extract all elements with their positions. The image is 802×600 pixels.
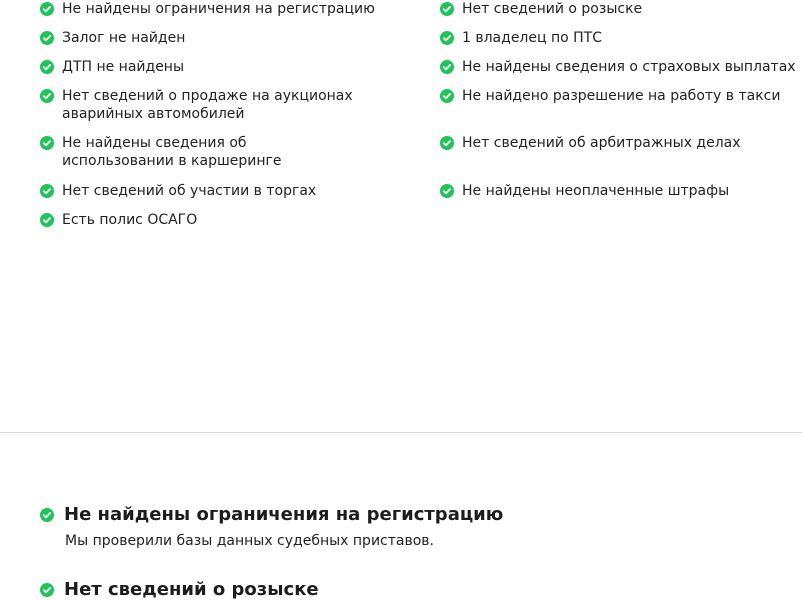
check-circle-icon <box>440 136 454 150</box>
check-circle-icon <box>40 213 54 227</box>
summary-item-insurance-payouts <box>440 58 802 80</box>
check-circle-icon <box>40 60 54 74</box>
summary-item-carsharing <box>40 134 440 175</box>
summary-item-label: Нет сведений об участии в торгах <box>62 183 317 199</box>
summary-item-owners <box>440 29 802 51</box>
summary-item-label: Есть полис ОСАГО <box>62 212 198 228</box>
detail-description: Мы проверили базы данных судебных приставов. <box>65 533 434 549</box>
summary-item-label: Нет сведений о розыске <box>462 1 643 17</box>
summary-item-pledge <box>40 29 440 51</box>
check-circle-icon <box>40 508 54 522</box>
summary-item-registration <box>40 0 440 22</box>
detail-header <box>40 579 780 600</box>
detail-header <box>40 504 780 526</box>
check-circle-icon <box>440 31 454 45</box>
detail-title: Не найдены ограничения на регистрацию <box>64 504 504 525</box>
detail-registration <box>40 504 780 550</box>
check-circle-icon <box>440 60 454 74</box>
detail-wanted <box>40 579 780 600</box>
check-circle-icon <box>40 31 54 45</box>
summary-item-label: Не найдены неоплаченные штрафы <box>462 183 730 199</box>
summary-item-label: Не найдены ограничения на регистрацию <box>62 1 375 17</box>
summary-item-label: Не найдены сведения о страховых выплатах <box>462 59 796 75</box>
summary-item-label: Залог не найден <box>62 30 186 46</box>
summary-item-taxi-permit <box>440 87 802 127</box>
check-circle-icon <box>440 89 454 103</box>
summary-item-accidents <box>40 58 440 80</box>
summary-item-label: ДТП не найдены <box>62 59 185 75</box>
check-circle-icon <box>40 136 54 150</box>
check-circle-icon <box>440 184 454 198</box>
check-circle-icon <box>40 184 54 198</box>
section-divider <box>0 432 802 433</box>
summary-item-wanted <box>440 0 802 22</box>
summary-item-label: Нет сведений о продаже на аукционах аварийных автомобилей <box>62 88 353 122</box>
check-circle-icon <box>440 2 454 16</box>
summary-item-label: Не найдено разрешение на работу в такси <box>462 88 781 104</box>
summary-item-label: Не найдены сведения об использовании в каршеринге <box>62 135 282 169</box>
check-circle-icon <box>40 2 54 16</box>
summary-item-label: 1 владелец по ПТС <box>462 30 602 46</box>
summary-item-fines <box>440 182 802 204</box>
check-circle-icon <box>40 583 54 597</box>
summary-item-tenders <box>40 182 440 204</box>
summary-item-osago <box>40 211 440 233</box>
summary-item-arbitration <box>440 134 802 175</box>
check-summary-grid <box>40 0 802 233</box>
summary-item-label: Нет сведений об арбитражных делах <box>462 135 741 151</box>
detail-title: Нет сведений о розыске <box>64 579 319 600</box>
check-circle-icon <box>40 89 54 103</box>
summary-item-auctions <box>40 87 440 127</box>
